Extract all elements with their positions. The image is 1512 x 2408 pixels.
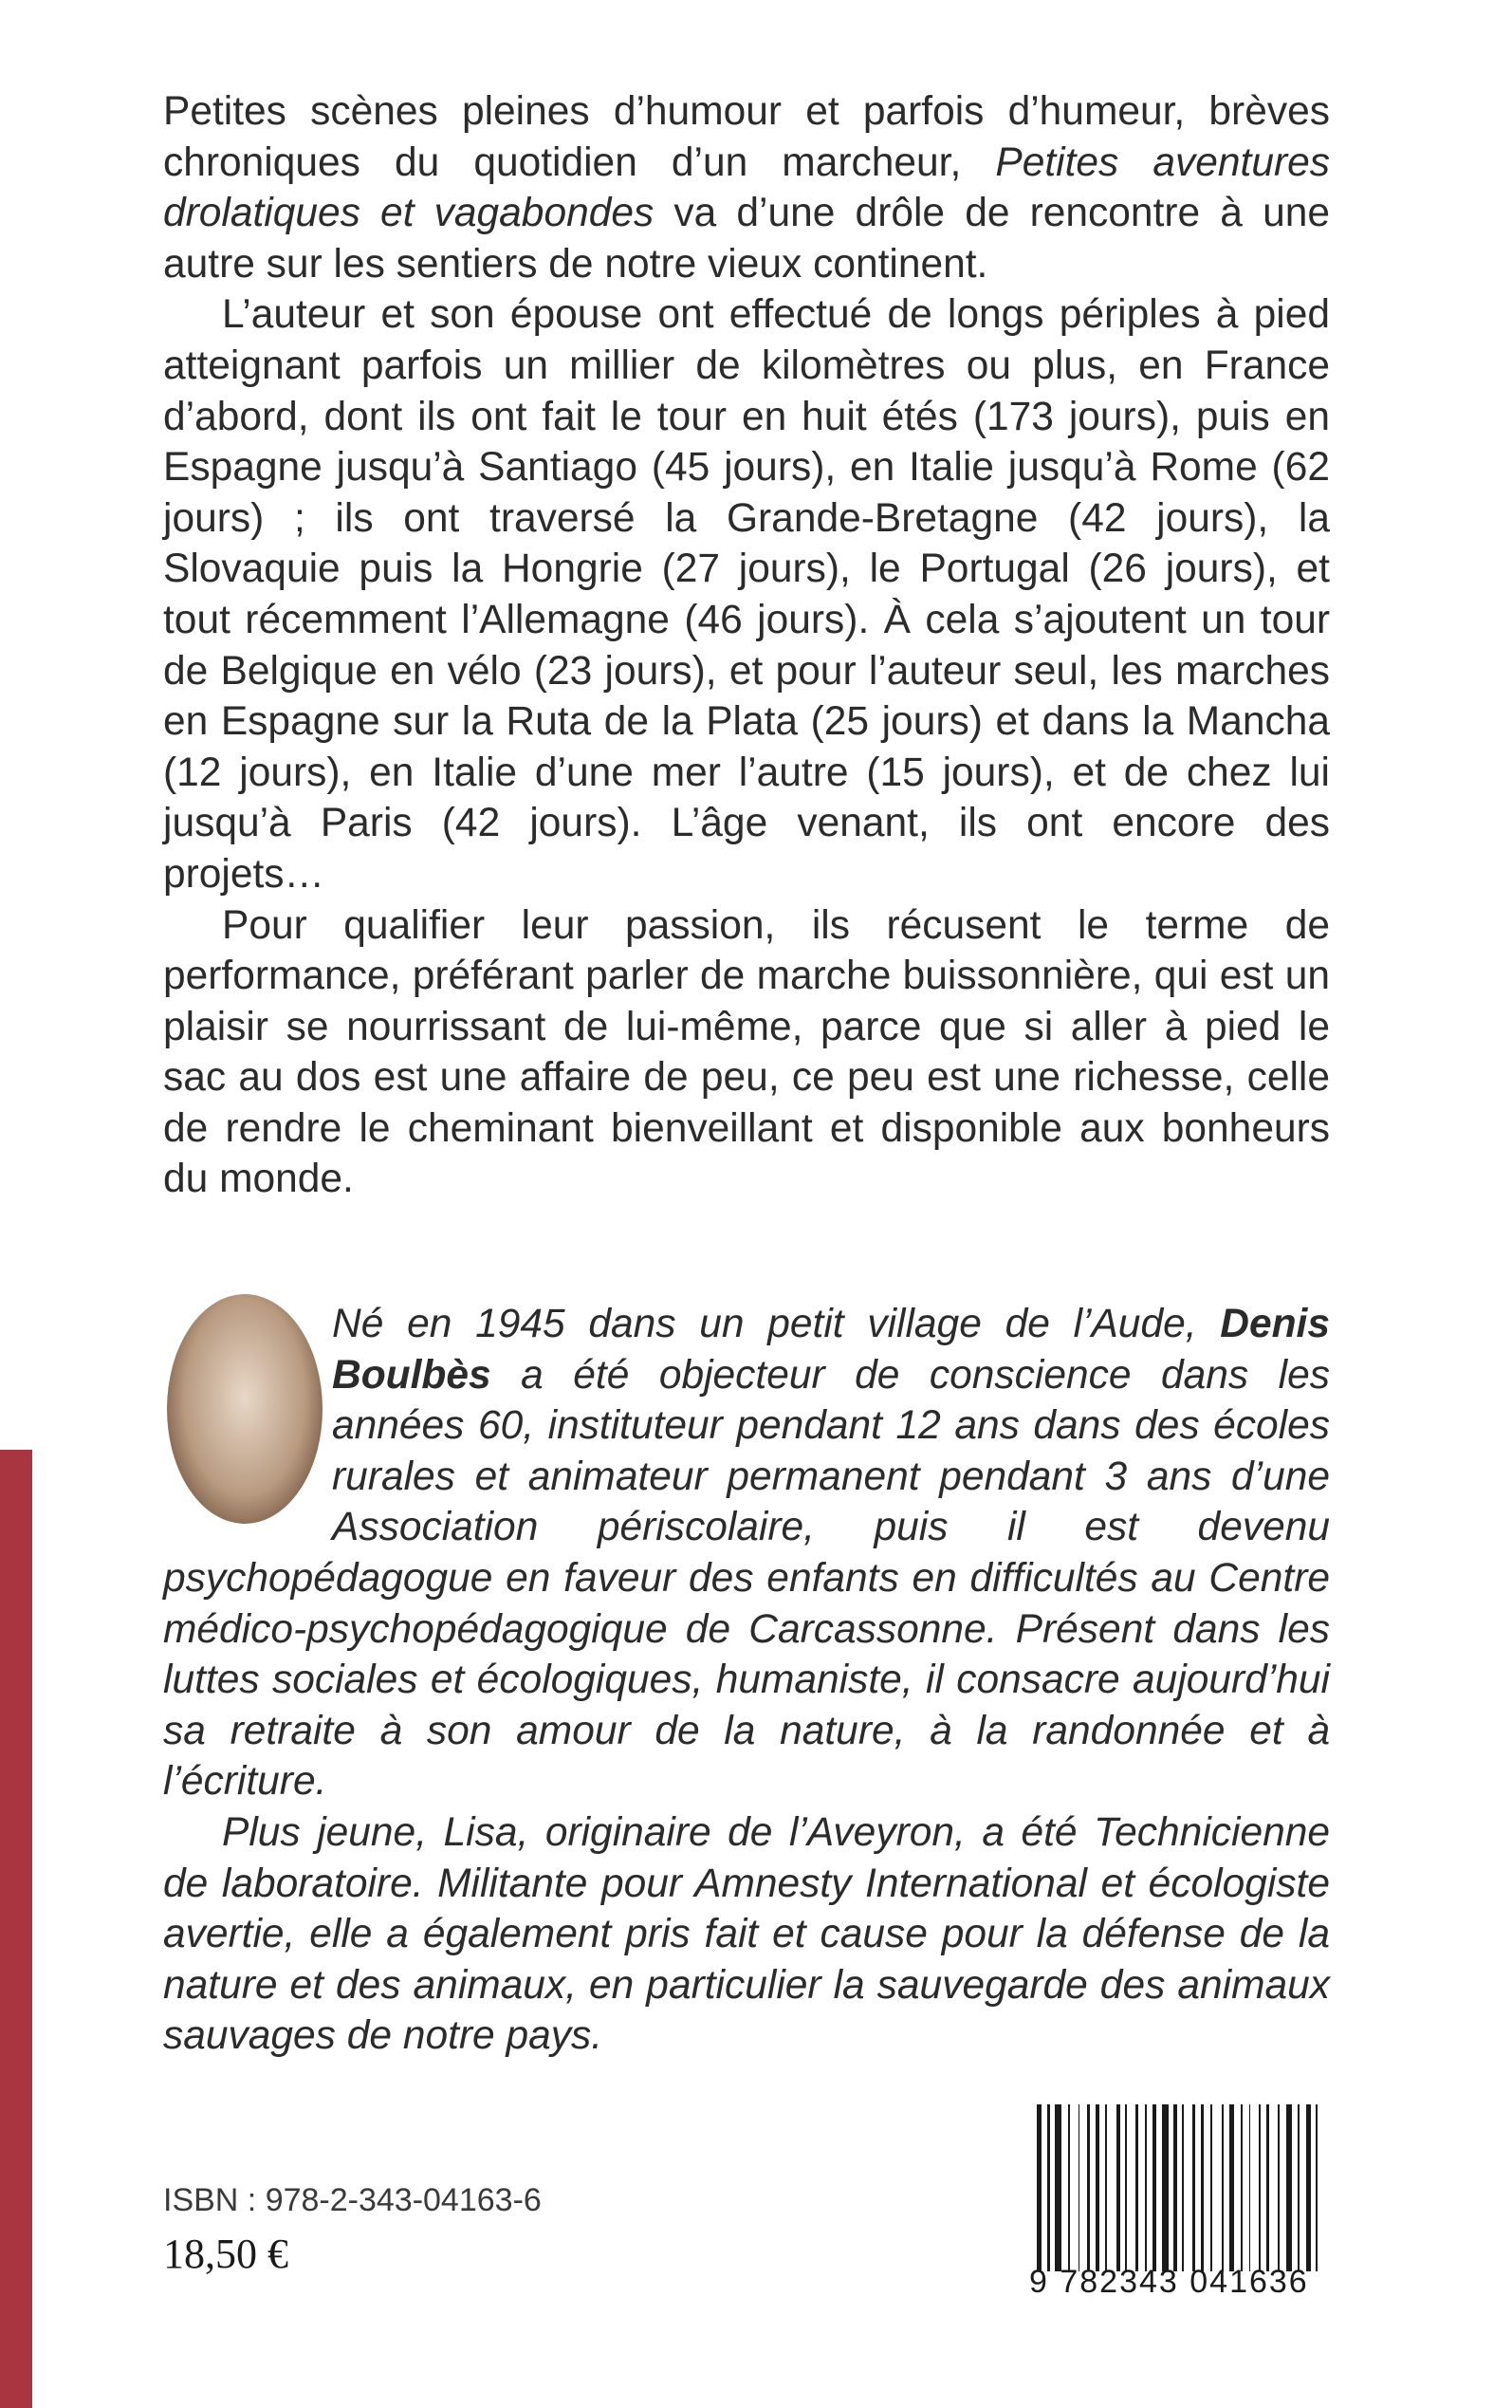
barcode-bar <box>1241 2104 1243 2271</box>
barcode-bar <box>1179 2104 1181 2271</box>
barcode-bar <box>1313 2104 1315 2271</box>
barcode-bar <box>1159 2104 1161 2271</box>
bio-paragraph-1: Né en 1945 dans un petit village de l’Aude, Denis Boulbès a été objecteur de conscience dans les années 60, instituteur pendant 12 ans dans des écoles rurales et animateur permanent pendant 3 ans d’une Association périscolaire, puis il est devenu psychopédagogue en faveur des enfants en difficultés au Centre médico-psychopédagogique de Carcassonne. Présent dans les luttes sociales et écologiques, humaniste, il consacre aujourd’hui sa retraite à son amour de la nature, à la randonnée et à l’écriture. <box>163 1302 1330 1805</box>
barcode-bar <box>1079 2104 1080 2271</box>
barcode-bar <box>1266 2104 1269 2271</box>
barcode-bar <box>1052 2104 1054 2271</box>
barcode-bar <box>1162 2104 1168 2271</box>
synopsis-paragraph-1: Petites scènes pleines d’humour et parfois d’humeur, brèves chroniques du quotidien d’un marcheur, Petites aventures drolatiques et vagabondes va d’une drôle de rencontre à une autre sur les sentiers de notre vieux continent. <box>163 89 1330 287</box>
barcode-bar <box>1081 2104 1084 2271</box>
barcode-bar <box>1043 2104 1045 2271</box>
barcode-bar <box>1037 2104 1042 2271</box>
barcode-bar <box>1116 2104 1119 2271</box>
synopsis-paragraph-3: Pour qualifier leur passion, ils récusent le terme de performance, préférant parler de marche buissonnière, qui est un plaisir se nourrissant de lui-même, parce que si aller à pied le sac au dos est une affaire de peu, ce peu est une richesse, celle de rendre le cheminant bienveillant et disponible aux bonheurs du monde. <box>163 902 1330 1202</box>
book-title: Petites aventures drolatiques et vagabondes <box>163 139 1330 236</box>
barcode <box>1037 2104 1323 2271</box>
barcode-bar <box>1226 2104 1227 2271</box>
barcode-bar <box>1068 2104 1070 2271</box>
barcode-bar <box>1319 2104 1322 2271</box>
barcode-bar <box>1145 2104 1147 2271</box>
barcode-bar <box>1214 2104 1220 2271</box>
barcode-bar <box>1122 2104 1124 2271</box>
barcode-bar <box>1087 2104 1090 2271</box>
barcode-bar <box>1197 2104 1199 2271</box>
barcode-bar <box>1192 2104 1195 2271</box>
price-label: 18,50 € <box>163 2231 288 2277</box>
barcode-bar <box>1278 2104 1280 2271</box>
barcode-bar <box>1201 2104 1204 2271</box>
barcode-bar <box>1298 2104 1300 2271</box>
barcode-bar <box>1286 2104 1292 2271</box>
barcode-bar <box>1306 2104 1311 2271</box>
barcode-bar <box>1206 2104 1208 2271</box>
barcode-bar <box>1282 2104 1284 2271</box>
author-bio <box>163 1299 1330 2062</box>
barcode-bar <box>1229 2104 1234 2271</box>
barcode-bar <box>1171 2104 1172 2271</box>
barcode-bar <box>1222 2104 1224 2271</box>
barcode-bar <box>1109 2104 1115 2271</box>
barcode-bar <box>1140 2104 1143 2271</box>
author-name: Denis Boulbès <box>332 1302 1330 1398</box>
barcode-bar <box>1253 2104 1258 2271</box>
barcode-bar <box>1271 2104 1276 2271</box>
synopsis-paragraph-2: L’auteur et son épouse ont effectué de longs périples à pied atteignant parfois un millier de kilomètres ou plus, en France d’abord, dont ils ont fait le tour en huit étés (173 jours), puis en Espagne jusqu’à Santiago (45 jours), en Italie jusqu’à Rome (62 jours) ; ils ont traversé la Grande-Bretagne (42 jours), la Slovaquie puis la Hongrie (27 jours), le Portugal (26 jours), et tout récemment l’Allemagne (46 jours). À cela s’ajoutent un tour de Belgique en vélo (23 jours), et pour l’auteur seul, les marches en Espagne sur la Ruta de la Plata (25 jours) et dans la Mancha (12 jours), en Italie d’une mer l’autre (15 jours), et de chez lui jusqu’à Paris (42 jours). L’âge venant, ils ont encore des projets… <box>163 292 1330 897</box>
barcode-bar <box>1149 2104 1151 2271</box>
barcode-bar <box>1047 2104 1050 2271</box>
barcode-bar <box>1135 2104 1138 2271</box>
bio-paragraph-2: Plus jeune, Lisa, originaire de l’Aveyron, a été Technicienne de laboratoire. Militante pour Amnesty International et écologiste avertie, elle a également pris fait et cause pour la défense de la nature et des animaux, en particulier la sauvegarde des animaux sauvages de notre pays. <box>163 1809 1330 2059</box>
barcode-bar <box>1125 2104 1127 2271</box>
barcode-bar <box>1210 2104 1212 2271</box>
barcode-bar <box>1173 2104 1176 2271</box>
isbn-label: ISBN : 978-2-343-04163-6 <box>163 2182 542 2218</box>
barcode-bar <box>1072 2104 1077 2271</box>
barcode-digits: 9 782343 041636 <box>1029 2264 1309 2300</box>
barcode-bar <box>1055 2104 1060 2271</box>
barcode-bar <box>1096 2104 1100 2271</box>
barcode-bar <box>1105 2104 1107 2271</box>
barcode-bar <box>1301 2104 1304 2271</box>
barcode-bar <box>1129 2104 1134 2271</box>
barcode-bar <box>1249 2104 1251 2271</box>
barcode-bar <box>1316 2104 1318 2271</box>
photo-spacer <box>163 1289 332 1541</box>
barcode-bar <box>1236 2104 1239 2271</box>
barcode-bar <box>1294 2104 1296 2271</box>
barcode-bar <box>1063 2104 1066 2271</box>
barcode-bar <box>1152 2104 1157 2271</box>
barcode-bar <box>1182 2104 1184 2271</box>
barcode-bar <box>1092 2104 1094 2271</box>
barcode-bar <box>1186 2104 1190 2271</box>
barcode-bar <box>1245 2104 1247 2271</box>
barcode-bar <box>1102 2104 1104 2271</box>
barcode-bar <box>1263 2104 1264 2271</box>
synopsis-text <box>163 86 1330 1205</box>
decorative-side-bar <box>0 1450 32 2408</box>
barcode-bar <box>1259 2104 1261 2271</box>
